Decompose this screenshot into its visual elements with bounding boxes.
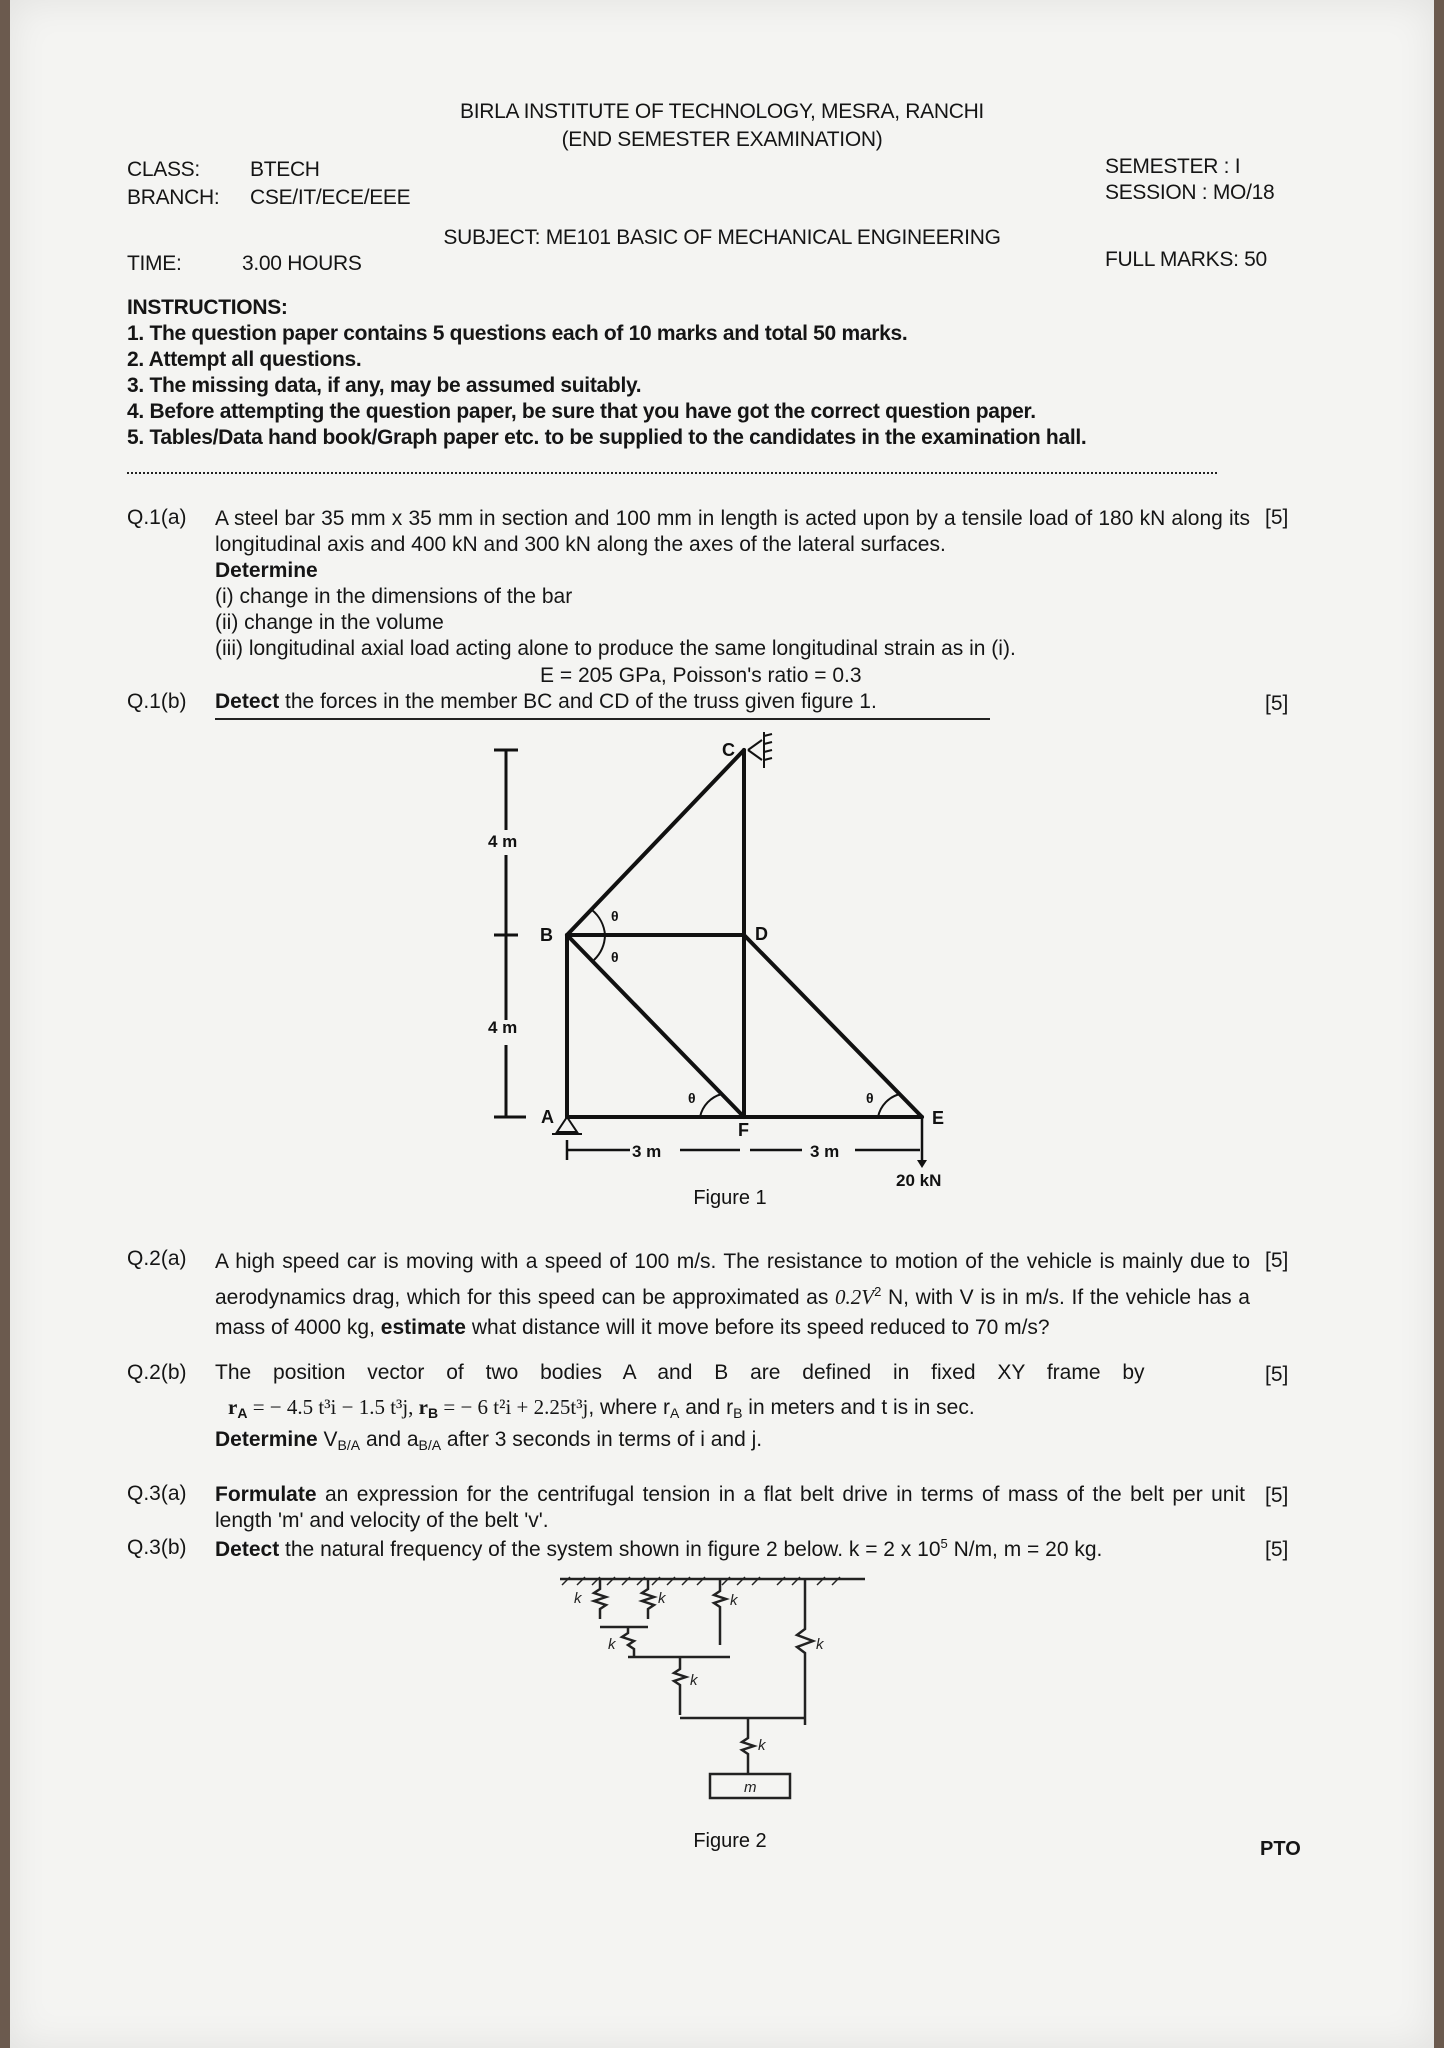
q2a-label: Q.2(a) xyxy=(127,1247,187,1270)
branch-label: BRANCH: xyxy=(127,186,220,209)
mass-label: m xyxy=(744,1779,757,1796)
subject: SUBJECT: ME101 BASIC OF MECHANICAL ENGINEERING xyxy=(443,226,1001,249)
q2b-marks: [5] xyxy=(1265,1363,1289,1386)
pto-label: PTO xyxy=(1260,1838,1301,1860)
q1b-text xyxy=(215,690,877,714)
q3b-text: Detect the natural frequency of the system shown in figure 2 below. k = 2 x $10^5$ N/m, m = 20 kg. xyxy=(215,1536,1103,1561)
class-value: BTECH xyxy=(250,158,320,181)
q1a-part: (ii) change in the volume xyxy=(215,611,444,634)
svg-text:θ: θ xyxy=(866,1090,874,1106)
q1b-body: the forces in the member BC and CD of the truss given figure 1. xyxy=(279,690,877,713)
node-b: B xyxy=(540,925,553,945)
session: SESSION : MO/18 xyxy=(1105,181,1275,204)
spring-k-label: k xyxy=(608,1636,616,1653)
roller-support-icon xyxy=(748,732,772,768)
pin-support-icon xyxy=(557,1117,577,1132)
exam-title: (END SEMESTER EXAMINATION) xyxy=(561,128,883,151)
q3b-label: Q.3(b) xyxy=(127,1536,187,1559)
q2b-equation: $r_A$ = − 4.5 t³i − 1.5 t³j, $r_B$ = − 6 t²i + 2.25t³j, where $r_A$ and $r_B$ in meters and t is in sec. xyxy=(228,1395,975,1421)
divider xyxy=(127,472,1217,474)
instructions-title: INSTRUCTIONS: xyxy=(127,296,288,319)
q2a-text: A high speed car is moving with a speed of 100 m/s. The resistance to motion of the vehicle is mainly due to aerodynamics drag, which for this speed can be approximated as $0.2V^2$ N, with V is in m/s. If the vehicle has a mass of 4000 kg, estimate what distance will it move before its speed reduced to 70 m/s? xyxy=(215,1250,1250,1339)
q2a-marks: [5] xyxy=(1265,1249,1289,1272)
q1a-determine: Determine xyxy=(215,559,318,582)
spring-k-label: k xyxy=(730,1592,738,1609)
instruction-item: 5. Tables/Data hand book/Graph paper etc. to be supplied to the candidates in the examination hall. xyxy=(127,426,1087,449)
q3a-label: Q.3(a) xyxy=(127,1482,187,1505)
dim-3m-right: 3 m xyxy=(810,1142,840,1161)
node-a: A xyxy=(541,1107,554,1127)
institute-name: BIRLA INSTITUTE OF TECHNOLOGY, MESRA, RANCHI xyxy=(460,100,984,123)
figure-1-caption: Figure 1 xyxy=(693,1187,767,1209)
branch-value: CSE/IT/ECE/EEE xyxy=(250,186,411,209)
spring-k-label: k xyxy=(758,1737,766,1754)
spring-k-label: k xyxy=(658,1590,666,1607)
time-label: TIME: xyxy=(127,252,182,275)
spring-k-label: k xyxy=(816,1636,824,1653)
q3b-marks: [5] xyxy=(1265,1538,1289,1561)
node-c: C xyxy=(722,740,735,760)
q3a-text: Formulate an expression for the centrifugal tension in a flat belt drive in terms of mass of the belt per unit length 'm' and velocity of the belt 'v'. xyxy=(215,1483,1245,1532)
instruction-item: 3. The missing data, if any, may be assumed suitably. xyxy=(127,374,642,397)
load-label: 20 kN xyxy=(896,1171,942,1190)
instruction-item: 4. Before attempting the question paper, be sure that you have got the correct question paper. xyxy=(127,400,1036,423)
figure-2-caption: Figure 2 xyxy=(693,1830,767,1852)
q1a-text: A steel bar 35 mm x 35 mm in section and 100 mm in length is acted upon by a tensile load of 180 kN along its longitudinal axis and 400 kN and 300 kN along the axes of the lateral surfaces. xyxy=(215,507,1250,556)
spring-k-label: k xyxy=(690,1672,698,1689)
q2b-text: The position vector of two bodies A and B are defined in fixed XY frame by xyxy=(215,1361,1145,1384)
q1a-marks: [5] xyxy=(1265,506,1289,529)
svg-text:θ: θ xyxy=(611,949,619,965)
node-f: F xyxy=(738,1120,749,1140)
q1b-label: Q.1(b) xyxy=(127,690,187,713)
q1a-given: E = 205 GPa, Poisson's ratio = 0.3 xyxy=(540,664,862,687)
instruction-item: 2. Attempt all questions. xyxy=(127,348,362,371)
q3a-marks: [5] xyxy=(1265,1484,1289,1507)
figure-2-spring-system xyxy=(530,1565,910,1855)
exam-paper xyxy=(10,0,1434,2048)
spring-k-label: k xyxy=(574,1590,582,1607)
node-e: E xyxy=(932,1108,945,1128)
full-marks: FULL MARKS: 50 xyxy=(1105,248,1267,271)
class-label: CLASS: xyxy=(127,158,200,181)
q1b-verb: Detect xyxy=(215,690,280,713)
load-arrow-icon xyxy=(917,1160,927,1168)
q1a-label: Q.1(a) xyxy=(127,506,187,529)
node-d: D xyxy=(755,924,768,944)
time-value: 3.00 HOURS xyxy=(242,252,362,275)
svg-text:θ: θ xyxy=(688,1090,696,1106)
svg-text:θ: θ xyxy=(611,908,619,924)
q2b-determine: Determine $V_{B/A}$ and $a_{B/A}$ after 3 seconds in terms of i and j. xyxy=(215,1428,763,1453)
dim-3m-left: 3 m xyxy=(632,1142,662,1161)
q2b-label: Q.2(b) xyxy=(127,1361,187,1384)
figure-1-truss xyxy=(470,720,990,1210)
q1a-part: (i) change in the dimensions of the bar xyxy=(215,585,573,608)
dim-4m-bottom: 4 m xyxy=(488,1018,518,1037)
q1a-part: (iii) longitudinal axial load acting alone to produce the same longitudinal strain as in (i). xyxy=(215,637,1016,660)
dim-4m-top: 4 m xyxy=(488,832,518,851)
q1b-marks: [5] xyxy=(1265,692,1289,715)
instruction-item: 1. The question paper contains 5 questions each of 10 marks and total 50 marks. xyxy=(127,322,908,345)
semester: SEMESTER : I xyxy=(1105,155,1241,178)
